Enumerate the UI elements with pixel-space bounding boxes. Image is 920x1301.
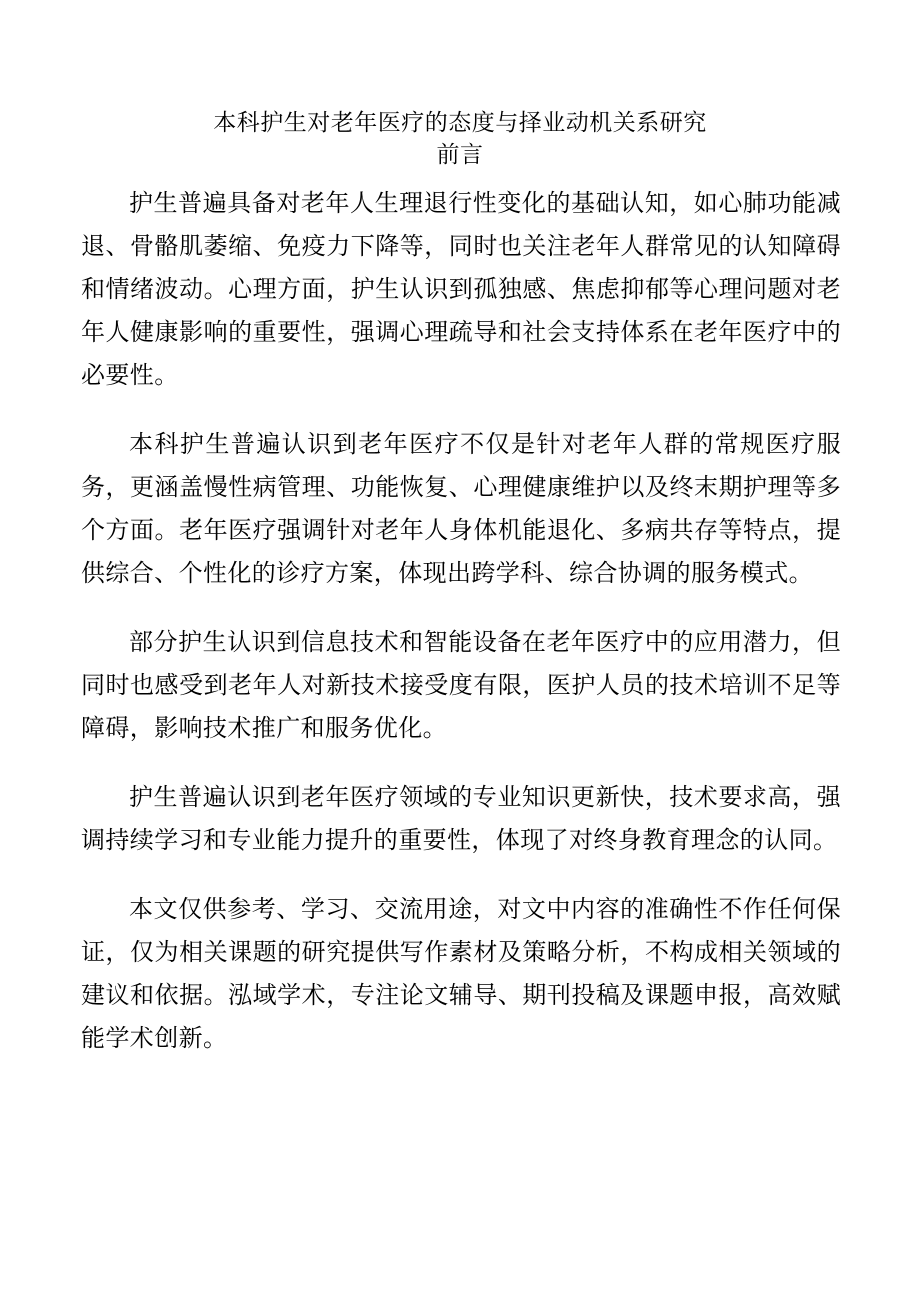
paragraph-1: 护生普遍具备对老年人生理退行性变化的基础认知，如心肺功能减退、骨骼肌萎缩、免疫力下降等，同时也关注老年人群常见的认知障碍和情绪波动。心理方面，护生认识到孤独感、焦虑抑郁等心理问题对老年人健康影响的重要性，强调心理疏导和社会支持体系在老年医疗中的必要性。	[81, 189, 841, 389]
paragraph-2: 本科护生普遍认识到老年医疗不仅是针对老年人群的常规医疗服务，更涵盖慢性病管理、功能恢复、心理健康维护以及终末期护理等多个方面。老年医疗强调针对老年人身体机能退化、多病共存等特点，提供综合、个性化的诊疗方案，体现出跨学科、综合协调的服务模式。	[81, 430, 841, 587]
document-body	[81, 182, 841, 1086]
paragraph-5-disclaimer: 本文仅供参考、学习、交流用途，对文中内容的准确性不作任何保证，仅为相关课题的研究提供写作素材及策略分析，不构成相关领域的建议和依据。泓域学术，专注论文辅导、期刊投稿及课题申报，高效赋能学术创新。	[81, 895, 841, 1052]
paragraph-3: 部分护生认识到信息技术和智能设备在老年医疗中的应用潜力，但同时也感受到老年人对新技术接受度有限，医护人员的技术培训不足等障碍，影响技术推广和服务优化。	[81, 628, 841, 742]
section-heading-preface: 前言	[436, 142, 484, 168]
document-title: 本科护生对老年医疗的态度与择业动机关系研究	[213, 110, 707, 136]
paragraph-4: 护生普遍认识到老年医疗领域的专业知识更新快，技术要求高，强调持续学习和专业能力提升的重要性，体现了对终身教育理念的认同。	[81, 783, 841, 854]
